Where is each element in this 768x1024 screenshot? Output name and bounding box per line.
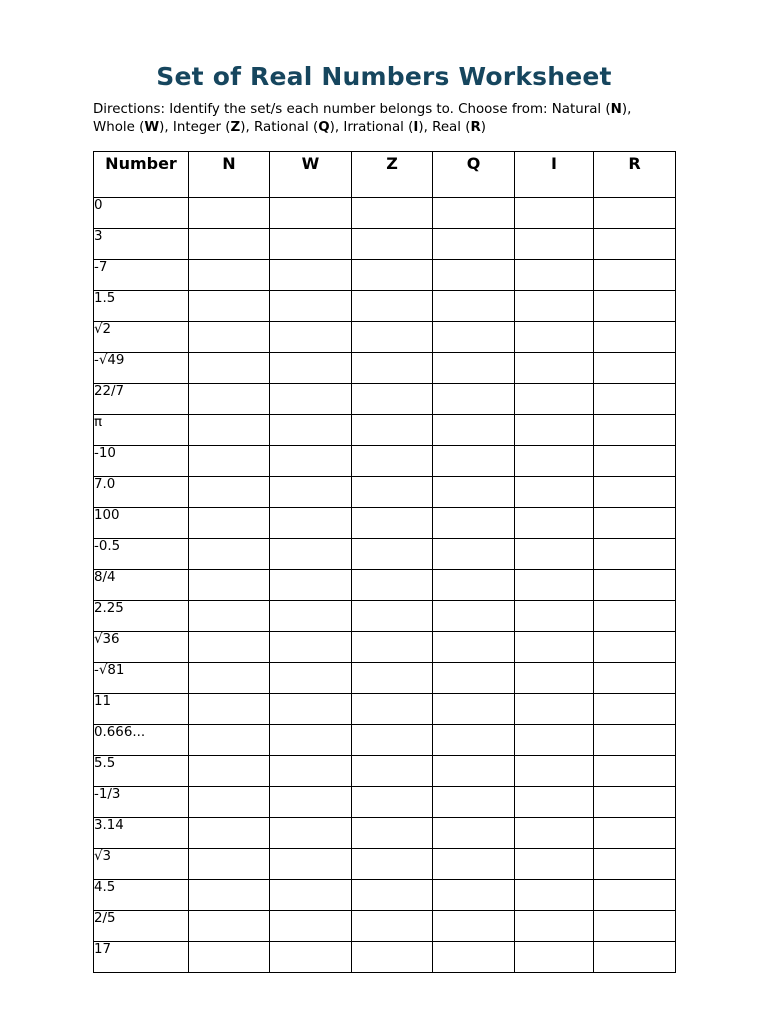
answer-cell-real[interactable]: [594, 880, 676, 911]
table-row: [94, 229, 676, 260]
number-cell: -1/3: [94, 787, 189, 818]
table-row: [94, 663, 676, 694]
page-title: Set of Real Numbers Worksheet: [156, 62, 612, 91]
answer-cell-irrational[interactable]: [515, 570, 594, 601]
number-cell: 2.25: [94, 601, 189, 632]
answer-cell-irrational[interactable]: [515, 663, 594, 694]
answer-cell-integer[interactable]: [352, 911, 433, 942]
answer-cell-rational[interactable]: [433, 539, 515, 570]
table-row: [94, 942, 676, 973]
rational-symbol: Q: [318, 120, 330, 135]
integer-label: ), Integer (: [159, 120, 231, 135]
answer-cell-integer[interactable]: [352, 880, 433, 911]
number-cell: 4.5: [94, 880, 189, 911]
number-cell: 0: [94, 198, 189, 229]
answer-cell-rational[interactable]: [433, 880, 515, 911]
answer-cell-natural[interactable]: [189, 756, 270, 787]
answer-cell-whole[interactable]: [270, 539, 352, 570]
answer-cell-rational[interactable]: [433, 415, 515, 446]
answer-cell-real[interactable]: [594, 415, 676, 446]
table-row: [94, 260, 676, 291]
answer-cell-real[interactable]: [594, 229, 676, 260]
answer-cell-real[interactable]: [594, 353, 676, 384]
answer-cell-integer[interactable]: [352, 942, 433, 973]
answer-cell-real[interactable]: [594, 787, 676, 818]
answer-cell-real[interactable]: [594, 849, 676, 880]
real-symbol: R: [470, 120, 481, 135]
answer-cell-irrational[interactable]: [515, 787, 594, 818]
answer-cell-integer[interactable]: [352, 322, 433, 353]
whole-symbol: W: [144, 120, 160, 135]
answer-cell-integer[interactable]: [352, 663, 433, 694]
number-cell: -0.5: [94, 539, 189, 570]
answer-cell-real[interactable]: [594, 942, 676, 973]
number-cell: 3.14: [94, 818, 189, 849]
answer-cell-integer[interactable]: [352, 477, 433, 508]
number-sets-table: [93, 151, 676, 973]
answer-cell-integer[interactable]: [352, 694, 433, 725]
answer-cell-integer[interactable]: [352, 353, 433, 384]
table-row: [94, 849, 676, 880]
answer-cell-rational[interactable]: [433, 198, 515, 229]
table-row: [94, 322, 676, 353]
answer-cell-integer[interactable]: [352, 787, 433, 818]
header-integer: Z: [352, 152, 433, 198]
number-cell: -10: [94, 446, 189, 477]
answer-cell-whole[interactable]: [270, 942, 352, 973]
number-cell: 17: [94, 942, 189, 973]
answer-cell-whole[interactable]: [270, 322, 352, 353]
directions-intro: Directions: Identify the set/s each number belongs to. Choose from: Natural (: [93, 102, 611, 117]
answer-cell-rational[interactable]: [433, 570, 515, 601]
table-row: [94, 818, 676, 849]
number-cell: 1.5: [94, 291, 189, 322]
answer-cell-rational[interactable]: [433, 911, 515, 942]
answer-cell-whole[interactable]: [270, 384, 352, 415]
answer-cell-rational[interactable]: [433, 756, 515, 787]
answer-cell-irrational[interactable]: [515, 446, 594, 477]
answer-cell-natural[interactable]: [189, 415, 270, 446]
answer-cell-irrational[interactable]: [515, 353, 594, 384]
answer-cell-real[interactable]: [594, 539, 676, 570]
answer-cell-integer[interactable]: [352, 446, 433, 477]
table-header-row: [94, 152, 676, 198]
answer-cell-irrational[interactable]: [515, 539, 594, 570]
answer-cell-integer[interactable]: [352, 508, 433, 539]
answer-cell-natural[interactable]: [189, 570, 270, 601]
answer-cell-integer[interactable]: [352, 291, 433, 322]
answer-cell-whole[interactable]: [270, 632, 352, 663]
answer-cell-natural[interactable]: [189, 663, 270, 694]
answer-cell-irrational[interactable]: [515, 756, 594, 787]
answer-cell-integer[interactable]: [352, 601, 433, 632]
answer-cell-irrational[interactable]: [515, 880, 594, 911]
answer-cell-rational[interactable]: [433, 508, 515, 539]
answer-cell-irrational[interactable]: [515, 601, 594, 632]
answer-cell-integer[interactable]: [352, 818, 433, 849]
answer-cell-natural[interactable]: [189, 508, 270, 539]
answer-cell-rational[interactable]: [433, 601, 515, 632]
answer-cell-integer[interactable]: [352, 415, 433, 446]
number-cell: 11: [94, 694, 189, 725]
answer-cell-rational[interactable]: [433, 725, 515, 756]
header-number: Number: [94, 152, 189, 198]
answer-cell-irrational[interactable]: [515, 198, 594, 229]
answer-cell-whole[interactable]: [270, 756, 352, 787]
answer-cell-whole[interactable]: [270, 911, 352, 942]
header-rational: Q: [433, 152, 515, 198]
answer-cell-whole[interactable]: [270, 291, 352, 322]
answer-cell-irrational[interactable]: [515, 694, 594, 725]
directions-separator: ),: [621, 102, 632, 117]
answer-cell-rational[interactable]: [433, 694, 515, 725]
table-row: [94, 911, 676, 942]
integer-symbol: Z: [230, 120, 241, 135]
answer-cell-real[interactable]: [594, 446, 676, 477]
number-cell: 3: [94, 229, 189, 260]
table-row: [94, 880, 676, 911]
table-row: [94, 601, 676, 632]
answer-cell-integer[interactable]: [352, 756, 433, 787]
answer-cell-whole[interactable]: [270, 601, 352, 632]
answer-cell-whole[interactable]: [270, 229, 352, 260]
irrational-symbol: I: [413, 120, 419, 135]
answer-cell-rational[interactable]: [433, 353, 515, 384]
answer-cell-real[interactable]: [594, 291, 676, 322]
answer-cell-natural[interactable]: [189, 477, 270, 508]
answer-cell-irrational[interactable]: [515, 322, 594, 353]
answer-cell-natural[interactable]: [189, 880, 270, 911]
answer-cell-rational[interactable]: [433, 477, 515, 508]
answer-cell-irrational[interactable]: [515, 942, 594, 973]
header-natural: N: [189, 152, 270, 198]
answer-cell-natural[interactable]: [189, 229, 270, 260]
answer-cell-whole[interactable]: [270, 477, 352, 508]
answer-cell-integer[interactable]: [352, 849, 433, 880]
answer-cell-real[interactable]: [594, 570, 676, 601]
table-row: [94, 787, 676, 818]
answer-cell-natural[interactable]: [189, 942, 270, 973]
real-label: ), Real (: [418, 120, 471, 135]
answer-cell-real[interactable]: [594, 477, 676, 508]
answer-cell-rational[interactable]: [433, 322, 515, 353]
answer-cell-whole[interactable]: [270, 260, 352, 291]
answer-cell-real[interactable]: [594, 663, 676, 694]
answer-cell-irrational[interactable]: [515, 291, 594, 322]
table-row: [94, 198, 676, 229]
answer-cell-irrational[interactable]: [515, 725, 594, 756]
answer-cell-rational[interactable]: [433, 291, 515, 322]
answer-cell-whole[interactable]: [270, 570, 352, 601]
answer-cell-real[interactable]: [594, 322, 676, 353]
answer-cell-whole[interactable]: [270, 694, 352, 725]
number-cell: √36: [94, 632, 189, 663]
answer-cell-whole[interactable]: [270, 849, 352, 880]
answer-cell-irrational[interactable]: [515, 229, 594, 260]
answer-cell-whole[interactable]: [270, 818, 352, 849]
answer-cell-irrational[interactable]: [515, 849, 594, 880]
answer-cell-natural[interactable]: [189, 911, 270, 942]
whole-label: Whole (: [93, 120, 145, 135]
table-row: [94, 415, 676, 446]
answer-cell-natural[interactable]: [189, 446, 270, 477]
answer-cell-real[interactable]: [594, 911, 676, 942]
answer-cell-integer[interactable]: [352, 260, 433, 291]
answer-cell-irrational[interactable]: [515, 818, 594, 849]
number-cell: 7.0: [94, 477, 189, 508]
answer-cell-whole[interactable]: [270, 663, 352, 694]
answer-cell-whole[interactable]: [270, 787, 352, 818]
answer-cell-whole[interactable]: [270, 198, 352, 229]
answer-cell-natural[interactable]: [189, 601, 270, 632]
answer-cell-whole[interactable]: [270, 508, 352, 539]
answer-cell-natural[interactable]: [189, 818, 270, 849]
answer-cell-natural[interactable]: [189, 539, 270, 570]
header-whole: W: [270, 152, 352, 198]
answer-cell-integer[interactable]: [352, 198, 433, 229]
table-row: [94, 353, 676, 384]
answer-cell-irrational[interactable]: [515, 260, 594, 291]
answer-cell-whole[interactable]: [270, 415, 352, 446]
answer-cell-integer[interactable]: [352, 632, 433, 663]
table-row: [94, 632, 676, 663]
answer-cell-natural[interactable]: [189, 694, 270, 725]
answer-cell-natural[interactable]: [189, 787, 270, 818]
answer-cell-rational[interactable]: [433, 260, 515, 291]
rational-label: ), Rational (: [240, 120, 319, 135]
answer-cell-natural[interactable]: [189, 291, 270, 322]
answer-cell-integer[interactable]: [352, 384, 433, 415]
table-row: [94, 446, 676, 477]
number-cell: π: [94, 415, 189, 446]
answer-cell-real[interactable]: [594, 260, 676, 291]
answer-cell-irrational[interactable]: [515, 632, 594, 663]
answer-cell-real[interactable]: [594, 725, 676, 756]
table-row: [94, 756, 676, 787]
answer-cell-whole[interactable]: [270, 353, 352, 384]
answer-cell-irrational[interactable]: [515, 415, 594, 446]
table-row: [94, 384, 676, 415]
number-cell: 100: [94, 508, 189, 539]
answer-cell-rational[interactable]: [433, 384, 515, 415]
answer-cell-real[interactable]: [594, 756, 676, 787]
answer-cell-natural[interactable]: [189, 632, 270, 663]
table-row: [94, 570, 676, 601]
answer-cell-natural[interactable]: [189, 353, 270, 384]
answer-cell-natural[interactable]: [189, 725, 270, 756]
natural-symbol: N: [610, 102, 622, 117]
answer-cell-natural[interactable]: [189, 384, 270, 415]
header-real: R: [594, 152, 676, 198]
answer-cell-rational[interactable]: [433, 942, 515, 973]
number-cell: √3: [94, 849, 189, 880]
answer-cell-whole[interactable]: [270, 446, 352, 477]
answer-cell-integer[interactable]: [352, 570, 433, 601]
answer-cell-real[interactable]: [594, 384, 676, 415]
number-cell: 2/5: [94, 911, 189, 942]
number-cell: -7: [94, 260, 189, 291]
answer-cell-irrational[interactable]: [515, 384, 594, 415]
answer-cell-real[interactable]: [594, 601, 676, 632]
answer-cell-real[interactable]: [594, 508, 676, 539]
table-row: [94, 725, 676, 756]
number-cell: -√49: [94, 353, 189, 384]
answer-cell-natural[interactable]: [189, 198, 270, 229]
table-row: [94, 291, 676, 322]
irrational-label: ), Irrational (: [329, 120, 414, 135]
table-body: [94, 198, 676, 973]
answer-cell-whole[interactable]: [270, 725, 352, 756]
table-row: [94, 694, 676, 725]
number-cell: -√81: [94, 663, 189, 694]
directions-text: [93, 101, 693, 137]
number-cell: √2: [94, 322, 189, 353]
directions-end: ): [480, 120, 487, 135]
number-cell: 0.666...: [94, 725, 189, 756]
answer-cell-natural[interactable]: [189, 849, 270, 880]
answer-cell-whole[interactable]: [270, 880, 352, 911]
answer-cell-rational[interactable]: [433, 787, 515, 818]
answer-cell-natural[interactable]: [189, 322, 270, 353]
answer-cell-rational[interactable]: [433, 229, 515, 260]
number-cell: 5.5: [94, 756, 189, 787]
answer-cell-rational[interactable]: [433, 632, 515, 663]
answer-cell-integer[interactable]: [352, 539, 433, 570]
number-cell: 22/7: [94, 384, 189, 415]
answer-cell-real[interactable]: [594, 198, 676, 229]
answer-cell-rational[interactable]: [433, 663, 515, 694]
answer-cell-real[interactable]: [594, 694, 676, 725]
answer-cell-real[interactable]: [594, 632, 676, 663]
answer-cell-integer[interactable]: [352, 229, 433, 260]
answer-cell-irrational[interactable]: [515, 477, 594, 508]
header-irrational: I: [515, 152, 594, 198]
table-row: [94, 477, 676, 508]
answer-cell-natural[interactable]: [189, 260, 270, 291]
table-row: [94, 539, 676, 570]
answer-cell-integer[interactable]: [352, 725, 433, 756]
number-cell: 8/4: [94, 570, 189, 601]
answer-cell-irrational[interactable]: [515, 911, 594, 942]
answer-cell-rational[interactable]: [433, 446, 515, 477]
answer-cell-rational[interactable]: [433, 818, 515, 849]
table-row: [94, 508, 676, 539]
answer-cell-irrational[interactable]: [515, 508, 594, 539]
answer-cell-rational[interactable]: [433, 849, 515, 880]
answer-cell-real[interactable]: [594, 818, 676, 849]
